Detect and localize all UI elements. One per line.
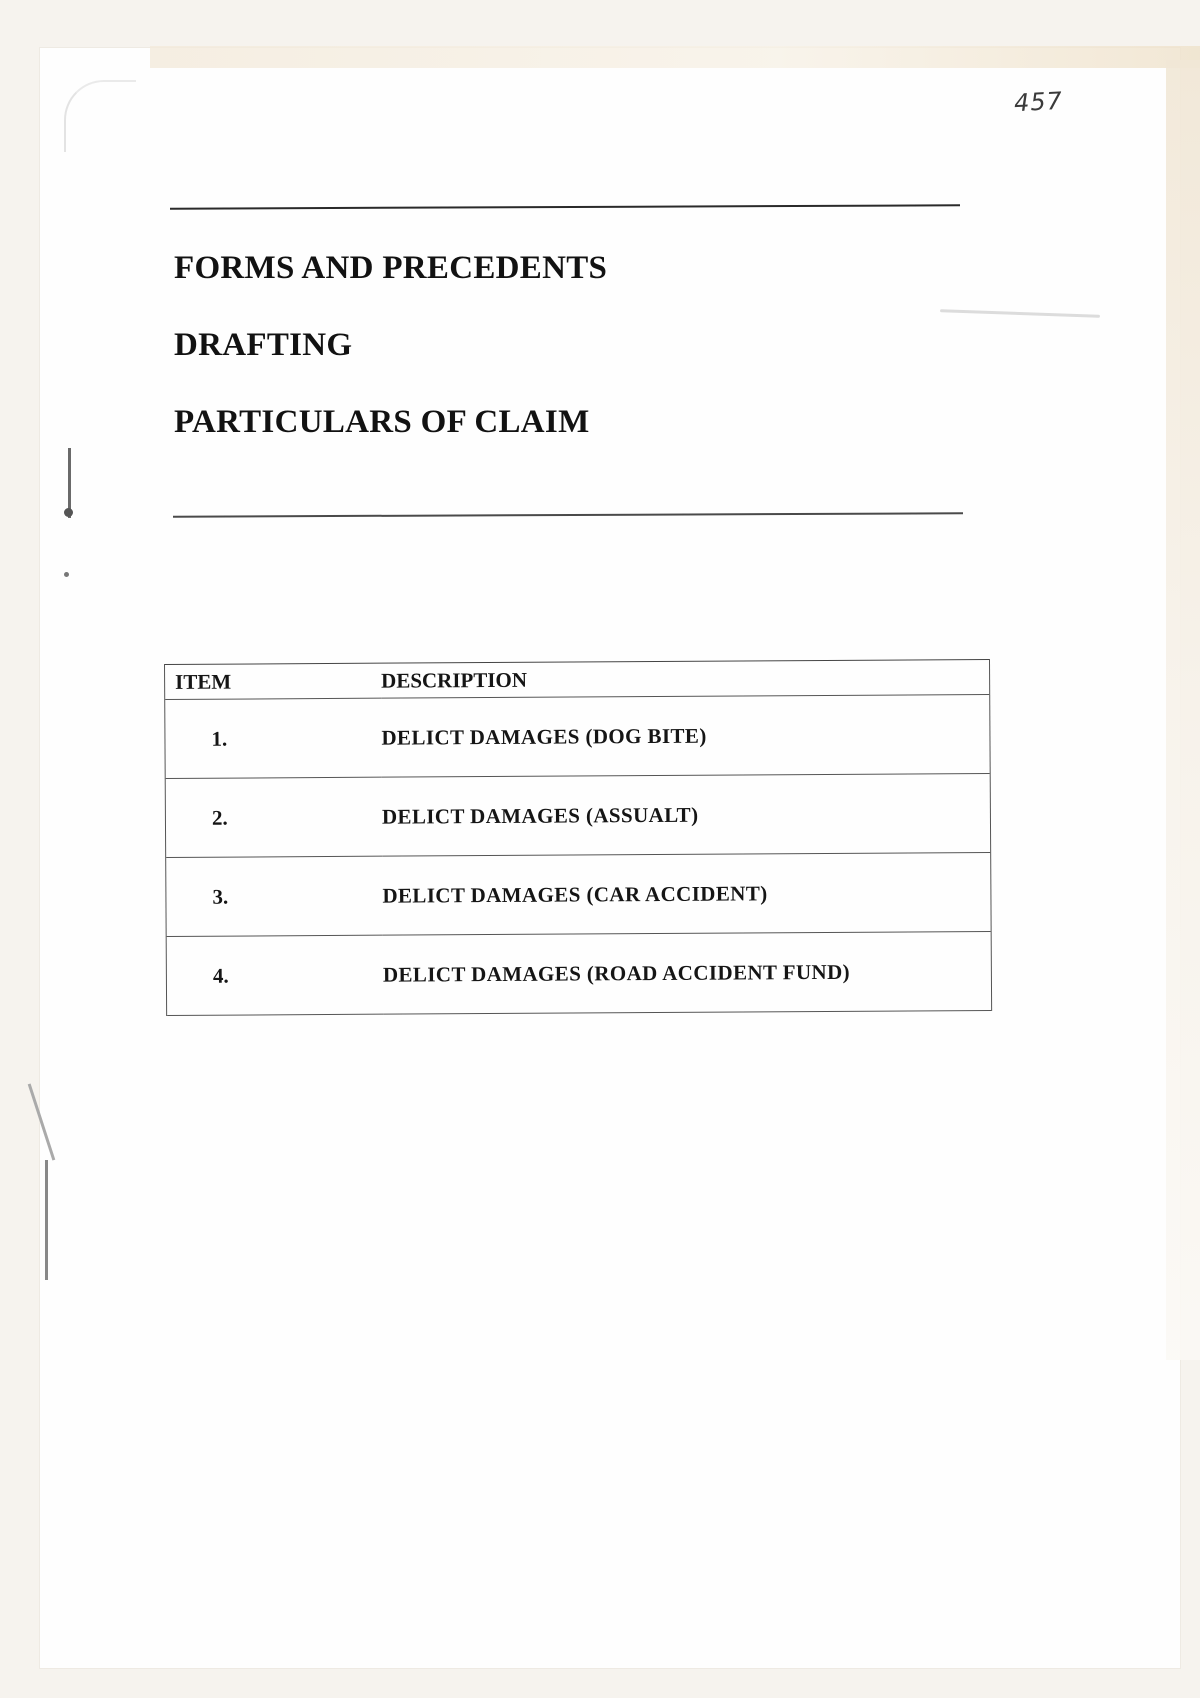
table-row	[165, 773, 990, 857]
item-description: DELICT DAMAGES (ROAD ACCIDENT FUND)	[383, 931, 992, 1014]
paper-edge-tint	[150, 46, 1200, 68]
table-row	[165, 694, 990, 778]
heading-drafting: DRAFTING	[174, 327, 353, 363]
table-row	[166, 931, 991, 1015]
item-number: 3.	[166, 856, 383, 936]
margin-pen-mark	[45, 1160, 48, 1280]
heading-particulars-of-claim: PARTICULARS OF CLAIM	[174, 404, 590, 440]
handwritten-page-number: 457	[1013, 86, 1064, 118]
table-row	[166, 852, 991, 936]
contents-table	[164, 659, 992, 1016]
item-description: DELICT DAMAGES (ASSUALT)	[382, 773, 991, 856]
item-description: DELICT DAMAGES (CAR ACCIDENT)	[382, 852, 991, 935]
paper-edge-tint-right	[1166, 60, 1200, 1360]
table-header-row	[165, 659, 990, 699]
corner-mark	[64, 80, 136, 152]
item-number: 2.	[165, 777, 382, 857]
column-header-item: ITEM	[165, 663, 382, 699]
margin-pen-dot	[64, 508, 73, 517]
column-header-description: DESCRIPTION	[381, 659, 990, 698]
item-description: DELICT DAMAGES (DOG BITE)	[381, 694, 990, 777]
margin-pen-dot	[64, 572, 69, 577]
item-number: 4.	[166, 935, 383, 1015]
heading-forms-and-precedents: FORMS AND PRECEDENTS	[174, 250, 608, 286]
item-number: 1.	[165, 698, 382, 778]
